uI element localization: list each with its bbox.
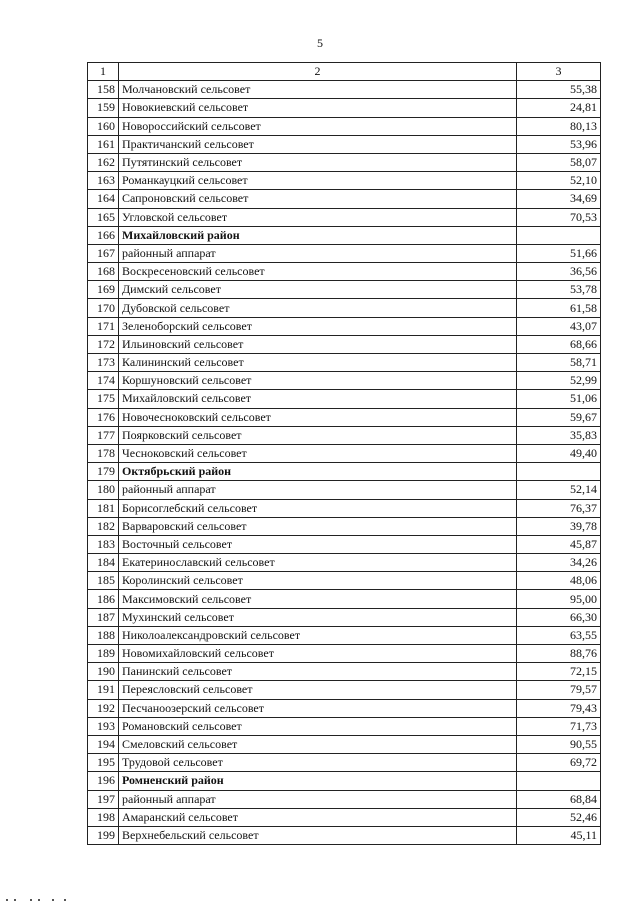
scan-edge-marks bbox=[0, 897, 640, 901]
table-row bbox=[88, 608, 601, 626]
row-value: 36,56 bbox=[517, 263, 601, 281]
row-number: 168 bbox=[88, 263, 119, 281]
row-value: 58,07 bbox=[517, 153, 601, 171]
row-name: Смеловский сельсовет bbox=[119, 735, 517, 753]
table-row bbox=[88, 517, 601, 535]
row-value: 80,13 bbox=[517, 117, 601, 135]
table-row bbox=[88, 754, 601, 772]
table-row bbox=[88, 663, 601, 681]
table-row bbox=[88, 299, 601, 317]
row-value: 66,30 bbox=[517, 608, 601, 626]
row-value: 63,55 bbox=[517, 626, 601, 644]
district-row bbox=[88, 772, 601, 790]
table-row bbox=[88, 408, 601, 426]
table-row bbox=[88, 190, 601, 208]
row-name: Чесноковский сельсовет bbox=[119, 444, 517, 462]
table-row bbox=[88, 244, 601, 262]
row-value: 45,87 bbox=[517, 535, 601, 553]
header-number: 1 bbox=[88, 63, 119, 81]
row-value: 53,78 bbox=[517, 281, 601, 299]
table-row bbox=[88, 645, 601, 663]
district-row bbox=[88, 463, 601, 481]
row-value: 24,81 bbox=[517, 99, 601, 117]
row-name: Поярковский сельсовет bbox=[119, 426, 517, 444]
table-row bbox=[88, 444, 601, 462]
row-number: 199 bbox=[88, 826, 119, 844]
row-name: Воскресеновский сельсовет bbox=[119, 263, 517, 281]
row-name: Михайловский сельсовет bbox=[119, 390, 517, 408]
table-row bbox=[88, 735, 601, 753]
row-name: районный аппарат bbox=[119, 481, 517, 499]
row-value: 34,26 bbox=[517, 554, 601, 572]
row-name: Зеленоборский сельсовет bbox=[119, 317, 517, 335]
row-value: 68,66 bbox=[517, 335, 601, 353]
table-row bbox=[88, 81, 601, 99]
row-value: 79,57 bbox=[517, 681, 601, 699]
row-name: Верхнебельский сельсовет bbox=[119, 826, 517, 844]
row-name: Ильиновский сельсовет bbox=[119, 335, 517, 353]
row-name: Новокиевский сельсовет bbox=[119, 99, 517, 117]
row-name: Романкауцкий сельсовет bbox=[119, 172, 517, 190]
row-value: 52,46 bbox=[517, 808, 601, 826]
table-row bbox=[88, 481, 601, 499]
row-number: 177 bbox=[88, 426, 119, 444]
row-number: 165 bbox=[88, 208, 119, 226]
row-value bbox=[517, 772, 601, 790]
table-row bbox=[88, 117, 601, 135]
row-number: 191 bbox=[88, 681, 119, 699]
row-value bbox=[517, 463, 601, 481]
row-number: 193 bbox=[88, 717, 119, 735]
row-name: Новомихайловский сельсовет bbox=[119, 645, 517, 663]
header-name: 2 bbox=[119, 63, 517, 81]
row-value: 52,14 bbox=[517, 481, 601, 499]
row-value: 45,11 bbox=[517, 826, 601, 844]
row-number: 179 bbox=[88, 463, 119, 481]
row-value: 39,78 bbox=[517, 517, 601, 535]
row-name: Максимовский сельсовет bbox=[119, 590, 517, 608]
header-value: 3 bbox=[517, 63, 601, 81]
row-number: 176 bbox=[88, 408, 119, 426]
table-row bbox=[88, 717, 601, 735]
row-name: Ромненский район bbox=[119, 772, 517, 790]
row-number: 158 bbox=[88, 81, 119, 99]
data-table bbox=[87, 62, 601, 845]
row-number: 190 bbox=[88, 663, 119, 681]
row-name: Дубовской сельсовет bbox=[119, 299, 517, 317]
row-number: 161 bbox=[88, 135, 119, 153]
table-row bbox=[88, 153, 601, 171]
row-name: Мухинский сельсовет bbox=[119, 608, 517, 626]
row-name: Амаранский сельсовет bbox=[119, 808, 517, 826]
row-number: 172 bbox=[88, 335, 119, 353]
row-number: 194 bbox=[88, 735, 119, 753]
row-name: Димский сельсовет bbox=[119, 281, 517, 299]
table-row bbox=[88, 699, 601, 717]
table-body bbox=[88, 81, 601, 845]
row-value: 68,84 bbox=[517, 790, 601, 808]
table-row bbox=[88, 263, 601, 281]
row-value: 52,10 bbox=[517, 172, 601, 190]
table-row bbox=[88, 499, 601, 517]
row-name: Николоалександровский сельсовет bbox=[119, 626, 517, 644]
table-row bbox=[88, 554, 601, 572]
row-number: 170 bbox=[88, 299, 119, 317]
row-name: Путятинский сельсовет bbox=[119, 153, 517, 171]
table-row bbox=[88, 317, 601, 335]
table-row bbox=[88, 354, 601, 372]
row-value: 88,76 bbox=[517, 645, 601, 663]
row-value: 61,58 bbox=[517, 299, 601, 317]
row-name: Сапроновский сельсовет bbox=[119, 190, 517, 208]
table-row bbox=[88, 790, 601, 808]
row-name: Романовский сельсовет bbox=[119, 717, 517, 735]
row-number: 189 bbox=[88, 645, 119, 663]
row-name: Новочесноковский сельсовет bbox=[119, 408, 517, 426]
row-name: Практичанский сельсовет bbox=[119, 135, 517, 153]
table-row bbox=[88, 335, 601, 353]
row-number: 169 bbox=[88, 281, 119, 299]
district-row bbox=[88, 226, 601, 244]
row-name: Октябрьский район bbox=[119, 463, 517, 481]
row-value: 49,40 bbox=[517, 444, 601, 462]
row-name: Новороссийский сельсовет bbox=[119, 117, 517, 135]
row-value: 69,72 bbox=[517, 754, 601, 772]
table-row bbox=[88, 535, 601, 553]
row-value: 90,55 bbox=[517, 735, 601, 753]
row-name: Калининский сельсовет bbox=[119, 354, 517, 372]
row-name: Екатеринославский сельсовет bbox=[119, 554, 517, 572]
table-row bbox=[88, 99, 601, 117]
row-value: 52,99 bbox=[517, 372, 601, 390]
table-row bbox=[88, 172, 601, 190]
row-number: 192 bbox=[88, 699, 119, 717]
row-name: Борисоглебский сельсовет bbox=[119, 499, 517, 517]
row-number: 196 bbox=[88, 772, 119, 790]
row-name: Переясловский сельсовет bbox=[119, 681, 517, 699]
row-number: 183 bbox=[88, 535, 119, 553]
row-name: Королинский сельсовет bbox=[119, 572, 517, 590]
row-value bbox=[517, 226, 601, 244]
row-name: Молчановский сельсовет bbox=[119, 81, 517, 99]
table-row bbox=[88, 208, 601, 226]
table-row bbox=[88, 281, 601, 299]
table-row bbox=[88, 135, 601, 153]
row-value: 51,66 bbox=[517, 244, 601, 262]
row-value: 59,67 bbox=[517, 408, 601, 426]
row-number: 173 bbox=[88, 354, 119, 372]
row-number: 174 bbox=[88, 372, 119, 390]
row-name: Песчаноозерский сельсовет bbox=[119, 699, 517, 717]
row-name: Коршуновский сельсовет bbox=[119, 372, 517, 390]
table-row bbox=[88, 572, 601, 590]
row-value: 34,69 bbox=[517, 190, 601, 208]
row-number: 186 bbox=[88, 590, 119, 608]
row-name: Трудовой сельсовет bbox=[119, 754, 517, 772]
row-value: 51,06 bbox=[517, 390, 601, 408]
row-number: 185 bbox=[88, 572, 119, 590]
row-number: 162 bbox=[88, 153, 119, 171]
row-number: 182 bbox=[88, 517, 119, 535]
row-number: 166 bbox=[88, 226, 119, 244]
row-number: 180 bbox=[88, 481, 119, 499]
row-number: 171 bbox=[88, 317, 119, 335]
row-value: 71,73 bbox=[517, 717, 601, 735]
table-row bbox=[88, 826, 601, 844]
row-number: 160 bbox=[88, 117, 119, 135]
row-number: 181 bbox=[88, 499, 119, 517]
row-name: Восточный сельсовет bbox=[119, 535, 517, 553]
row-name: районный аппарат bbox=[119, 790, 517, 808]
table-row bbox=[88, 590, 601, 608]
row-value: 53,96 bbox=[517, 135, 601, 153]
row-number: 159 bbox=[88, 99, 119, 117]
row-value: 35,83 bbox=[517, 426, 601, 444]
table-row bbox=[88, 808, 601, 826]
row-value: 43,07 bbox=[517, 317, 601, 335]
row-value: 72,15 bbox=[517, 663, 601, 681]
row-value: 70,53 bbox=[517, 208, 601, 226]
row-value: 76,37 bbox=[517, 499, 601, 517]
row-number: 164 bbox=[88, 190, 119, 208]
row-number: 198 bbox=[88, 808, 119, 826]
table-row bbox=[88, 681, 601, 699]
table-row bbox=[88, 372, 601, 390]
row-number: 175 bbox=[88, 390, 119, 408]
row-value: 95,00 bbox=[517, 590, 601, 608]
row-number: 187 bbox=[88, 608, 119, 626]
table-header-row bbox=[88, 63, 601, 81]
table-row bbox=[88, 626, 601, 644]
row-number: 197 bbox=[88, 790, 119, 808]
page-number: 5 bbox=[317, 36, 323, 50]
row-name: Угловской сельсовет bbox=[119, 208, 517, 226]
row-value: 55,38 bbox=[517, 81, 601, 99]
row-name: Михайловский район bbox=[119, 226, 517, 244]
row-number: 184 bbox=[88, 554, 119, 572]
row-number: 195 bbox=[88, 754, 119, 772]
table-row bbox=[88, 390, 601, 408]
table-row bbox=[88, 426, 601, 444]
row-number: 163 bbox=[88, 172, 119, 190]
row-number: 188 bbox=[88, 626, 119, 644]
row-value: 58,71 bbox=[517, 354, 601, 372]
row-value: 79,43 bbox=[517, 699, 601, 717]
row-name: Панинский сельсовет bbox=[119, 663, 517, 681]
row-value: 48,06 bbox=[517, 572, 601, 590]
row-name: районный аппарат bbox=[119, 244, 517, 262]
row-number: 178 bbox=[88, 444, 119, 462]
row-number: 167 bbox=[88, 244, 119, 262]
row-name: Варваровский сельсовет bbox=[119, 517, 517, 535]
